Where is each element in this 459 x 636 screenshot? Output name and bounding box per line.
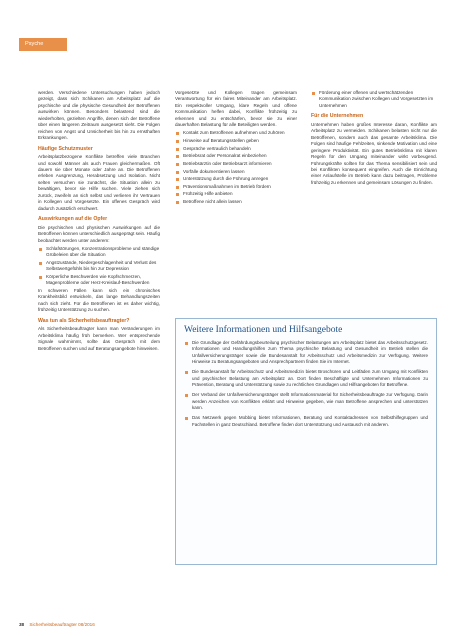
list-item: Frühzeitig Hilfe anbieten [175, 191, 297, 197]
paragraph: Unternehmen haben großes Interesse daran, Konflikte am Arbeitsplatz zu vermeiden. Schikanen belasten nicht nur die Betroffenen, sondern auch das gesamte Arbeitsklima. Die Folgen sind häufige Fehlzeiten, sinkende Motivation und eine geringere Produktivität. Ein gutes Betriebsklima mit klaren Regeln für den Umgang miteinander wirkt vorbeugend. Führungskräfte sollten für das Thema sensibilisiert sein und bei Konflikten konsequent eingreifen. Auch die Einrichtung einer Anlaufstelle im Betrieb kann dazu beitragen, Probleme frühzeitig zu erkennen und gemeinsam Lösungen zu finden. [311, 121, 437, 185]
list-item: Betriebsrat oder Personalrat einbeziehen [175, 153, 297, 159]
list-item: Vorfälle dokumentieren lassen [175, 169, 297, 175]
section-tag: Psyche [19, 38, 67, 51]
list-item: Körperliche Beschwerden wie Kopfschmerzen, Magenprobleme oder Herz-Kreislauf-Beschwerden [38, 274, 160, 287]
paragraph: Vorgesetzte und Kollegen tragen gemeinsam Verantwortung für ein faires Miteinander am Arbeitsplatz. Ein respektvoller Umgang, klare Regeln und offene Kommunikation helfen dabei, Konflikte frühzeitig zu erkennen und zu entschärfen, bevor sie zu einer dauerhaften Belastung für alle Beteiligten werden. [175, 90, 297, 128]
list-item: Hinweise auf Beratungsstellen geben [175, 138, 297, 144]
text-column-2 [175, 90, 297, 207]
info-box-title: Weitere Informationen und Hilfsangebote [184, 325, 343, 335]
info-item: Die Bundesanstalt für Arbeitsschutz und Arbeitsmedizin bietet Broschüren und Leitfäden zum Umgang mit Konflikten und psychischer Belastung am Arbeitsplatz an. Dort finden Beschäftigte und Unternehmen Informationen zu Prävention, Beratung und Unterstützung sowie zu rechtlichen Grundlagen und Hilfsangeboten für Betroffene. [184, 369, 428, 388]
bullet-list [38, 246, 160, 287]
list-item: Unterstützung durch die Führung anregen [175, 176, 297, 182]
list-item: Betroffene nicht allein lassen [175, 199, 297, 205]
list-item: Förderung einer offenen und wertschätzenden Kommunikation zwischen Kollegen und Vorgesetzten im Unternehmen [311, 90, 437, 109]
paragraph: Die psychischen und physischen Auswirkungen auf die Betroffenen können unterschiedlich ausgeprägt sein. Häufig beobachtet werden unter anderem: [38, 224, 160, 243]
bullet-list [311, 90, 437, 109]
info-item: Das Netzwerk gegen Mobbing bietet Informationen, Beratung und Kontaktadressen von Selbsthilfegruppen und Fachstellen in ganz Deutschland. Betroffene finden dort Unterstützung und Austausch mit anderen. [184, 415, 428, 428]
list-item: Kontakt zum Betroffenen aufnehmen und zuhören [175, 130, 297, 136]
subheading: Auswirkungen auf die Opfer [38, 216, 108, 223]
subheading: Was tun als Sicherheitsbeauftragter? [38, 317, 130, 324]
list-item: Schlafstörungen, Konzentrationsprobleme und ständige Grübeleien über die Situation [38, 246, 160, 259]
page-number: 38 [19, 622, 25, 627]
text-column-3 [311, 90, 437, 188]
info-item: Der Verband der Unfallversicherungsträger stellt Informationsmaterial für Sicherheitsbeauftragte zur Verfügung. Darin werden Anzeichen von Konflikten erklärt und Hinweise gegeben, wie man Betroffene ansprechen und unterstützen kann. [184, 392, 428, 411]
paragraph: Arbeitsplatzbezogene Konflikte betreffen viele Branchen und sowohl Männer als auch Frauen gleichermaßen. Oft dauern sie über Monate oder Jahre an. Die Betroffenen erleben Ausgrenzung, Herabsetzung und Isolation. Nicht selten versuchen sie zunächst, die Situation allein zu bewältigen, bevor sie Hilfe suchen. Viele ziehen sich zurück, zweifeln an sich selbst und verlieren ihr Vertrauen in Kollegen und Vorgesetzte. Ein offenes Gespräch wird dadurch zusätzlich erschwert. [38, 154, 160, 211]
list-item: Betriebsärztin oder Betriebsarzt informieren [175, 161, 297, 167]
publication-name: Sicherheitsbeauftragter 08/2016 [29, 622, 95, 627]
info-box [175, 318, 437, 565]
paragraph: In schweren Fällen kann sich ein chronisches Krankheitsbild entwickeln, das lange Behandlungszeiten nach sich zieht. Für die Betroffenen ist es daher wichtig, frühzeitig Unterstützung zu suchen. [38, 287, 160, 313]
paragraph: Als Sicherheitsbeauftragter kann man Veränderungen im Arbeitsklima häufig früh bemerken. Wer entsprechende Signale wahrnimmt, sollte das Gespräch mit dem Betroffenen suchen und auf Beratungsangebote hinweisen. [38, 326, 160, 351]
bullet-list [175, 130, 297, 205]
list-item: Angstzustände, Niedergeschlagenheit und Verlust des Selbstwertgefühls bis hin zur Depression [38, 260, 160, 273]
list-item: Präventionsmaßnahmen im Betrieb fördern [175, 184, 297, 190]
info-item: Die Grundlage der Gefährdungsbeurteilung psychischer Belastungen am Arbeitsplatz bietet das Arbeitsschutzgesetz. Informationen und Handlungshilfen zum Thema psychische Belastung und Gesundheit im Betrieb stellen die Unfallversicherungsträger sowie die Bundesanstalt für Arbeitsschutz und Arbeitsmedizin zur Verfügung. Weitere Hinweise zu Beratungsangeboten und Ansprechpartnern finden Sie im Internet. [184, 340, 428, 365]
subheading: Für die Unternehmen [311, 113, 364, 120]
paragraph: werden. Verschiedene Untersuchungen haben jedoch gezeigt, dass sich Schikanen am Arbeitsplatz auf die psychische und die physische Gesundheit der Betroffenen auswirken können. Besonders belastend sind die wiederholten, gezielten Angriffe, denen sich der Betroffene über einen längeren Zeitraum ausgesetzt sieht. Die Folgen reichen von Angst und Unsicherheit bis hin zu ernsthaften Erkrankungen. [38, 90, 160, 141]
subheading: Häufige Schutzmuster [38, 145, 93, 152]
text-column-1 [38, 90, 160, 354]
page-footer [19, 622, 95, 628]
info-list [184, 340, 428, 428]
list-item: Gespräche vertraulich behandeln [175, 146, 297, 152]
